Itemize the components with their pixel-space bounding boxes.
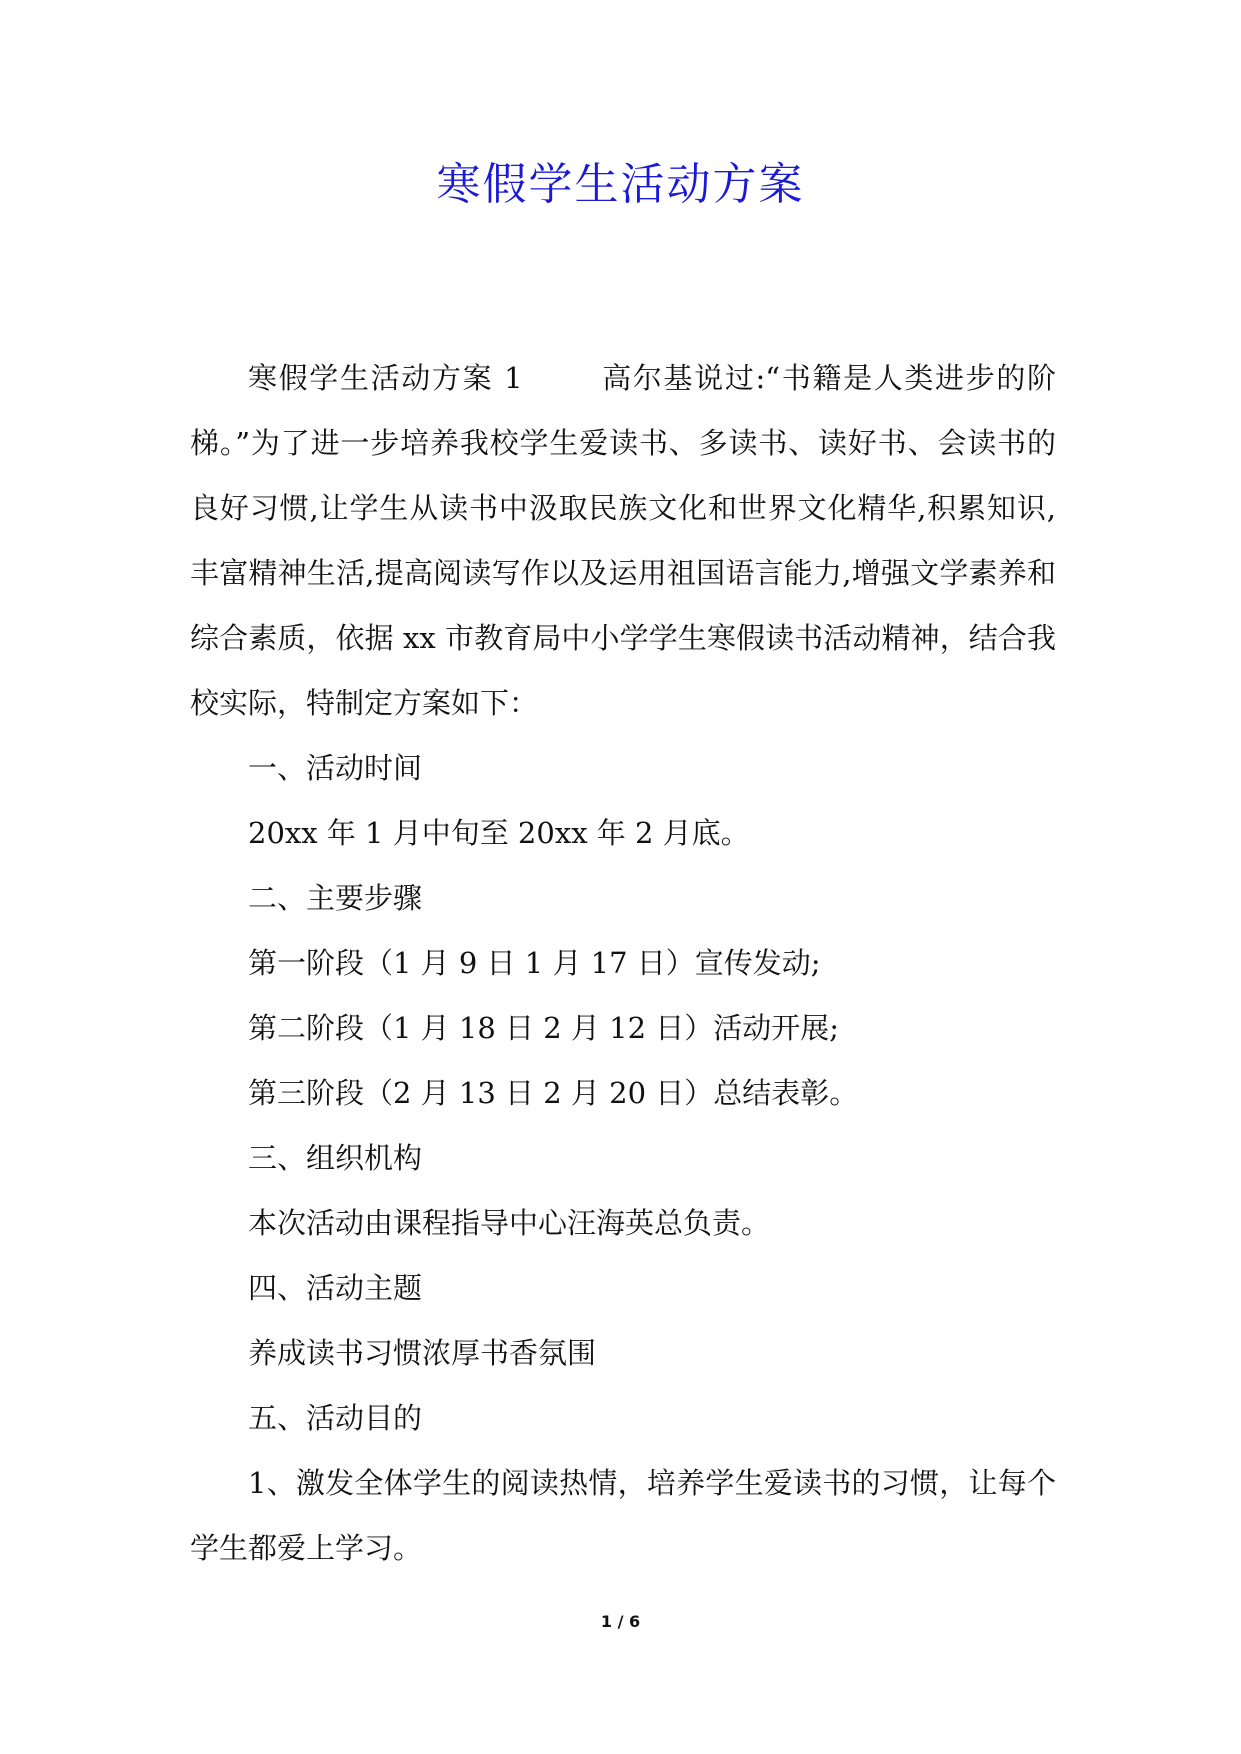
paragraph-stage-3: 第三阶段（2 月 13 日 2 月 20 日）总结表彰。 xyxy=(248,1076,859,1110)
section-heading-time: 一、活动时间 xyxy=(248,751,423,785)
paragraph-theme: 养成读书习惯浓厚书香氛围 xyxy=(248,1336,597,1370)
paragraph-organization: 本次活动由课程指导中心汪海英总负责。 xyxy=(248,1206,771,1240)
section-heading-purpose: 五、活动目的 xyxy=(248,1401,423,1435)
document-body xyxy=(190,346,1056,1581)
section-heading-organization: 三、组织机构 xyxy=(248,1141,423,1175)
paragraph-purpose-1: 1、激发全体学生的阅读热情，培养学生爱读书的习惯，让每个学生都爱上学习。 xyxy=(190,1466,1056,1565)
intro-paragraph xyxy=(190,346,1056,736)
paragraph-stage-2: 第二阶段（1 月 18 日 2 月 12 日）活动开展; xyxy=(248,1011,840,1045)
paragraph-time: 20xx 年 1 月中旬至 20xx 年 2 月底。 xyxy=(248,816,750,850)
page-number: 1 / 6 xyxy=(600,1612,641,1631)
section-heading-theme: 四、活动主题 xyxy=(248,1271,423,1305)
section-heading-steps: 二、主要步骤 xyxy=(248,881,423,915)
intro-text: 高尔基说过:“书籍是人类进步的阶梯。”为了进一步培养我校学生爱读书、多读书、读好书、会读书的良好习惯,让学生从读书中汲取民族文化和世界文化精华,积累知识,丰富精神生活,提高阅读写作以及运用祖国语言能力,增强文学素养和综合素质，依据 xx 市教育局中小学学生寒假读书活动精神，结合我校实际，特制定方案如下： xyxy=(190,361,1056,720)
document-title: 寒假学生活动方案 xyxy=(436,159,805,210)
intro-label: 寒假学生活动方案 1 xyxy=(248,361,523,395)
paragraph-stage-1: 第一阶段（1 月 9 日 1 月 17 日）宣传发动; xyxy=(248,946,821,980)
